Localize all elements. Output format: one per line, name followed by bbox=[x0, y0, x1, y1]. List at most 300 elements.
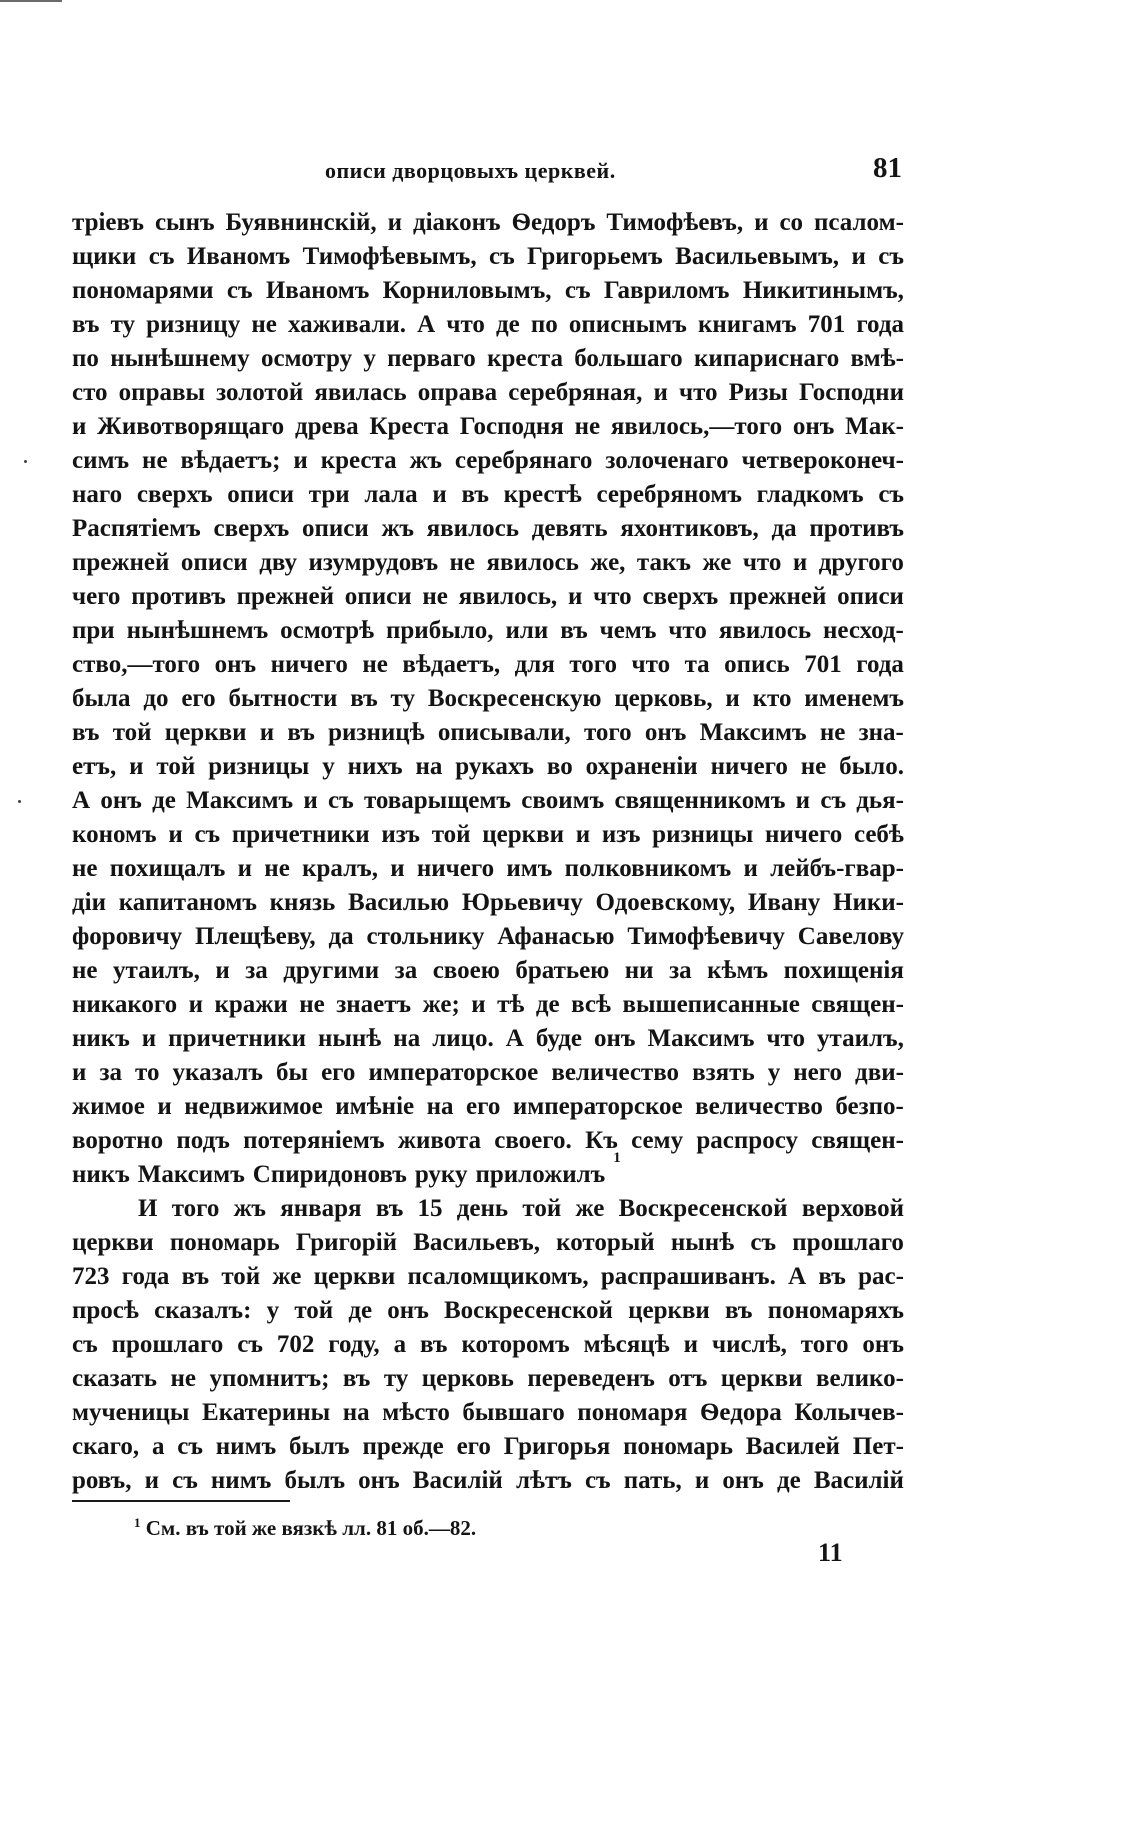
word: онъ bbox=[644, 719, 687, 746]
word: жимое bbox=[72, 1093, 145, 1120]
word: въ bbox=[72, 311, 100, 338]
word: императорское bbox=[368, 1059, 539, 1086]
word: и bbox=[653, 379, 668, 406]
word: чего bbox=[72, 583, 121, 610]
text-line bbox=[72, 1260, 904, 1294]
word: и bbox=[215, 957, 230, 984]
word: той bbox=[431, 821, 471, 848]
word: сверхъ bbox=[642, 583, 719, 610]
text-line bbox=[72, 1396, 904, 1430]
word: никъ bbox=[72, 1025, 130, 1052]
word: съ bbox=[878, 481, 904, 508]
word: Корниловымъ, bbox=[382, 277, 552, 304]
word: явилось bbox=[426, 515, 519, 542]
word: года bbox=[856, 311, 904, 338]
word: руку bbox=[414, 1161, 468, 1188]
word: оправа bbox=[417, 379, 498, 406]
text-line bbox=[72, 852, 904, 886]
body-text bbox=[72, 206, 904, 1498]
word: Максимъ bbox=[186, 787, 294, 814]
word: распрашиванъ. bbox=[600, 1263, 776, 1290]
word: безпо- bbox=[835, 1093, 904, 1120]
word: своимъ bbox=[521, 787, 605, 814]
word: упомнитъ; bbox=[209, 1365, 330, 1392]
word: съ bbox=[878, 243, 904, 270]
footnote-text: См. въ той же вязкѣ лл. 81 об.—82. bbox=[145, 1516, 477, 1540]
word: онъ bbox=[100, 787, 142, 814]
text-line bbox=[72, 1328, 904, 1362]
word: бы bbox=[276, 1059, 309, 1086]
word: за bbox=[99, 1059, 122, 1086]
word: и bbox=[694, 1467, 710, 1494]
word: живота bbox=[397, 1127, 481, 1154]
word: серебряномъ bbox=[596, 481, 742, 508]
word: сынъ bbox=[154, 209, 215, 236]
word: него bbox=[793, 1059, 842, 1086]
text-line bbox=[72, 648, 904, 682]
word: серебрянаго bbox=[454, 447, 593, 474]
word: книгамъ bbox=[697, 311, 797, 338]
text-line bbox=[72, 1056, 904, 1090]
word: не bbox=[264, 855, 290, 882]
word: не bbox=[299, 991, 325, 1018]
word: въ bbox=[725, 1297, 753, 1324]
word: вѣдаетъ; bbox=[180, 447, 281, 474]
word: мученицы bbox=[72, 1399, 190, 1426]
word: бывшаго bbox=[462, 1399, 565, 1426]
word: за bbox=[669, 957, 692, 984]
word: день bbox=[456, 1195, 509, 1222]
word: церкви bbox=[72, 1229, 154, 1256]
word: церкви bbox=[628, 1297, 710, 1324]
word: и bbox=[303, 787, 318, 814]
word: явилось, bbox=[458, 583, 558, 610]
word: опись bbox=[724, 651, 790, 678]
word: явилось bbox=[486, 549, 579, 576]
word: причетники bbox=[168, 1025, 306, 1052]
word: который bbox=[556, 1229, 655, 1256]
word: Ивану bbox=[747, 889, 821, 916]
word: скаго, bbox=[72, 1433, 140, 1460]
word: въ bbox=[461, 481, 489, 508]
word: его bbox=[456, 1433, 491, 1460]
word: въ bbox=[420, 1331, 448, 1358]
word: до bbox=[143, 685, 169, 712]
word: съ bbox=[172, 1467, 198, 1494]
word: похищенія bbox=[783, 957, 904, 984]
word: своею bbox=[432, 957, 500, 984]
word: Екатерины bbox=[202, 1399, 331, 1426]
word: описи bbox=[837, 583, 904, 610]
word: Никитинымъ, bbox=[742, 277, 904, 304]
word: подъ bbox=[176, 1127, 230, 1154]
word: Воскресенской bbox=[618, 1195, 788, 1222]
word: описи bbox=[227, 481, 295, 508]
word: же bbox=[702, 549, 732, 576]
word: за bbox=[394, 957, 418, 984]
word: въ bbox=[181, 1263, 210, 1290]
word: ризницу bbox=[146, 311, 241, 338]
word: съ bbox=[584, 1467, 611, 1494]
word: съ bbox=[72, 1331, 98, 1358]
word: противъ bbox=[809, 515, 904, 542]
word: на bbox=[393, 1025, 421, 1052]
word: просѣ bbox=[72, 1297, 139, 1324]
text-line bbox=[72, 444, 904, 478]
word: во bbox=[546, 753, 573, 780]
word: прибыло, bbox=[386, 617, 494, 644]
word: Господня bbox=[459, 413, 564, 440]
word: въ bbox=[818, 1263, 846, 1290]
word: въ bbox=[72, 719, 100, 746]
word: стольнику bbox=[366, 923, 485, 950]
word: четвероконеч- bbox=[741, 447, 904, 474]
word: гладкомъ bbox=[756, 481, 864, 508]
word: именемъ bbox=[804, 685, 904, 712]
word: описи bbox=[344, 583, 412, 610]
text-line bbox=[72, 784, 904, 818]
footnote bbox=[134, 1516, 476, 1541]
word: съ bbox=[194, 821, 221, 848]
word: Мак- bbox=[845, 413, 904, 440]
word: того bbox=[800, 1331, 849, 1358]
word: кралъ, bbox=[302, 855, 378, 882]
word: и bbox=[792, 549, 808, 576]
word: онъ bbox=[594, 1025, 636, 1052]
word: и bbox=[575, 821, 591, 848]
word: девять bbox=[531, 515, 608, 542]
word: явилось,—того bbox=[610, 413, 783, 440]
word: описи bbox=[301, 515, 369, 542]
word: оправы bbox=[118, 379, 205, 406]
word: съ bbox=[226, 277, 253, 304]
word: противъ bbox=[131, 583, 226, 610]
word: кѣмъ bbox=[707, 957, 769, 984]
word: священникомъ bbox=[614, 787, 786, 814]
word: ство,—того bbox=[72, 651, 201, 678]
word: Григорій bbox=[295, 1229, 398, 1256]
running-title: описи дворцовыхъ церквей. bbox=[325, 158, 616, 183]
word: симъ bbox=[72, 447, 130, 474]
word: Воскресенской bbox=[443, 1297, 613, 1324]
word: съ bbox=[820, 787, 847, 814]
word: и bbox=[471, 991, 486, 1018]
text-line bbox=[72, 1464, 904, 1498]
word: священ- bbox=[811, 1127, 904, 1154]
word: такъ bbox=[636, 549, 691, 576]
word: и bbox=[293, 447, 308, 474]
word: года bbox=[856, 651, 904, 678]
footnote-reference: 1 bbox=[613, 1150, 621, 1166]
word: яхонтиковъ, bbox=[620, 515, 759, 542]
word: кипариснаго bbox=[693, 345, 840, 372]
word: лицо. bbox=[432, 1025, 494, 1052]
word: величество bbox=[695, 1093, 823, 1120]
word: взять bbox=[692, 1059, 755, 1086]
word: той bbox=[112, 719, 152, 746]
word: жъ bbox=[409, 447, 442, 474]
text-line bbox=[72, 818, 904, 852]
word: Василій bbox=[813, 1467, 904, 1494]
word: полковникомъ bbox=[564, 855, 732, 882]
word: осмотрѣ bbox=[280, 617, 375, 644]
word: описнымъ bbox=[568, 311, 687, 338]
word: а bbox=[151, 1433, 165, 1460]
word: за bbox=[245, 957, 268, 984]
word: ту bbox=[110, 311, 136, 338]
word: де bbox=[496, 311, 520, 338]
word: діи bbox=[72, 889, 106, 916]
text-line bbox=[72, 206, 904, 240]
word: у bbox=[767, 1059, 781, 1086]
word: священ- bbox=[811, 991, 904, 1018]
word: Креста bbox=[369, 413, 449, 440]
word: вѣдаетъ, bbox=[402, 651, 501, 678]
word: же bbox=[272, 1263, 302, 1290]
text-line bbox=[72, 410, 904, 444]
word: Ники- bbox=[833, 889, 904, 916]
word: наго bbox=[72, 481, 123, 508]
word: мѣсяцѣ bbox=[583, 1331, 670, 1358]
word: дья- bbox=[856, 787, 904, 814]
word: имѣніе bbox=[335, 1093, 415, 1120]
text-line bbox=[72, 580, 904, 614]
word: не bbox=[251, 311, 277, 338]
word: лейбъ-гвар- bbox=[770, 855, 904, 882]
word: онъ bbox=[862, 1331, 904, 1358]
word: въ bbox=[350, 685, 378, 712]
word: что bbox=[668, 617, 707, 644]
word: переведенъ bbox=[527, 1365, 655, 1392]
word: ту bbox=[390, 685, 415, 712]
word: Одоевскому, bbox=[595, 889, 736, 916]
word: товарыщемъ bbox=[363, 787, 512, 814]
text-line bbox=[72, 988, 904, 1022]
word: и bbox=[851, 243, 866, 270]
word: сему bbox=[631, 1127, 684, 1154]
word: тѣ bbox=[497, 991, 525, 1018]
scan-edge-mark bbox=[0, 0, 62, 2]
word: церкви bbox=[482, 821, 564, 848]
text-line bbox=[72, 920, 904, 954]
margin-speck bbox=[24, 460, 27, 463]
word: другими bbox=[283, 957, 380, 984]
word: жъ bbox=[233, 1195, 266, 1222]
word: сверхъ bbox=[136, 481, 213, 508]
text-line bbox=[72, 342, 904, 376]
word: бытности bbox=[228, 685, 338, 712]
word: нынѣшнемъ bbox=[126, 617, 269, 644]
word: нынѣ bbox=[670, 1229, 735, 1256]
word: и bbox=[72, 1059, 87, 1086]
word: несход- bbox=[823, 617, 904, 644]
word: похищалъ bbox=[109, 855, 226, 882]
word: верховой bbox=[801, 1195, 904, 1222]
word: прошлаго bbox=[111, 1331, 224, 1358]
word: Тимофѣевичу bbox=[627, 923, 785, 950]
word: сказать bbox=[72, 1365, 158, 1392]
word: древа bbox=[294, 413, 359, 440]
word: и bbox=[795, 787, 811, 814]
text-line bbox=[72, 512, 904, 546]
footnote-rule bbox=[72, 1500, 290, 1502]
word: пономарь bbox=[623, 1433, 733, 1460]
word: другого bbox=[818, 549, 904, 576]
word: тріевъ bbox=[72, 209, 144, 236]
word: по bbox=[72, 345, 99, 372]
text-line bbox=[72, 716, 904, 750]
word: Господни bbox=[799, 379, 904, 406]
word: церкви bbox=[164, 719, 247, 746]
word: того bbox=[171, 1195, 220, 1222]
word: Ѳедора bbox=[699, 1399, 782, 1426]
word: Иваномъ bbox=[186, 243, 291, 270]
word: А bbox=[72, 787, 91, 814]
word: етъ, bbox=[72, 753, 117, 780]
word: кто bbox=[752, 685, 792, 712]
word: никъ bbox=[72, 1161, 130, 1188]
word: той bbox=[294, 1297, 334, 1324]
word: Максимъ bbox=[699, 719, 807, 746]
text-line bbox=[72, 240, 904, 274]
word: онъ bbox=[387, 1297, 429, 1324]
word: въ bbox=[342, 1365, 371, 1392]
word: величество bbox=[551, 1059, 680, 1086]
word: Василей bbox=[745, 1433, 840, 1460]
word: Григорьемъ bbox=[527, 243, 663, 270]
word: не bbox=[72, 855, 98, 882]
word: три bbox=[308, 481, 350, 508]
word: зна- bbox=[858, 719, 904, 746]
word: сказалъ: bbox=[154, 1297, 252, 1324]
word: жъ bbox=[381, 515, 414, 542]
text-line bbox=[72, 614, 904, 648]
word: же; bbox=[422, 991, 460, 1018]
word: діаконъ bbox=[412, 209, 501, 236]
word: ничего bbox=[764, 821, 843, 848]
word: нимъ bbox=[210, 1467, 272, 1494]
word: та bbox=[684, 651, 710, 678]
word: января bbox=[280, 1195, 362, 1222]
word: Къ bbox=[585, 1127, 618, 1154]
word: съ bbox=[177, 1433, 203, 1460]
word: церковь bbox=[421, 1365, 514, 1392]
word: и bbox=[72, 413, 87, 440]
word: ничего bbox=[416, 855, 495, 882]
word: и bbox=[237, 855, 253, 882]
word: А bbox=[788, 1263, 807, 1290]
word: прежней bbox=[236, 583, 335, 610]
word: съ bbox=[328, 787, 354, 814]
word: Василій bbox=[412, 1467, 503, 1494]
word: братьею bbox=[515, 957, 610, 984]
word: Буявнинскій, bbox=[225, 209, 377, 236]
word: на bbox=[415, 753, 443, 780]
word: онъ bbox=[358, 1467, 400, 1494]
word: чемъ bbox=[599, 617, 657, 644]
word: дви- bbox=[855, 1059, 904, 1086]
word: де bbox=[776, 1467, 801, 1494]
word: и bbox=[259, 719, 275, 746]
word: и bbox=[432, 481, 447, 508]
word: изъ bbox=[601, 821, 641, 848]
word: дву bbox=[259, 549, 297, 576]
word: ни bbox=[624, 957, 654, 984]
word: золоченаго bbox=[605, 447, 729, 474]
word: щики bbox=[72, 243, 137, 270]
word: не bbox=[362, 651, 388, 678]
word: Распятіемъ bbox=[72, 515, 201, 542]
word: лѣтъ bbox=[515, 1467, 572, 1494]
word: была bbox=[72, 685, 131, 712]
word: кражи bbox=[214, 991, 288, 1018]
word: ровъ, bbox=[72, 1467, 132, 1494]
word: 701 bbox=[804, 651, 842, 678]
word: отъ bbox=[668, 1365, 708, 1392]
word: де bbox=[535, 991, 560, 1018]
word: пономаряхъ bbox=[767, 1297, 904, 1324]
word: церковь, bbox=[614, 685, 713, 712]
word: Животворящаго bbox=[97, 413, 285, 440]
word: описывали, bbox=[437, 719, 571, 746]
word: явилась bbox=[314, 379, 407, 406]
word: при bbox=[72, 617, 115, 644]
word: велико- bbox=[815, 1365, 904, 1392]
word: себѣ bbox=[853, 821, 904, 848]
word: большаго bbox=[574, 345, 683, 372]
text-line bbox=[72, 682, 904, 716]
word: Плещѣеву, bbox=[194, 923, 316, 950]
text-line bbox=[72, 1124, 904, 1158]
word: со bbox=[779, 209, 804, 236]
text-line bbox=[72, 274, 904, 308]
word: того bbox=[583, 719, 632, 746]
word: потеряніемъ bbox=[243, 1127, 385, 1154]
word: и bbox=[743, 855, 758, 882]
word: ризницы bbox=[208, 753, 310, 780]
word: нимъ bbox=[215, 1433, 277, 1460]
word: всѣ bbox=[571, 991, 611, 1018]
word: Афанасью bbox=[497, 923, 615, 950]
word: кономъ bbox=[72, 821, 157, 848]
word: да bbox=[328, 923, 354, 950]
word: Юрьевичу bbox=[461, 889, 583, 916]
word: вмѣ- bbox=[850, 345, 904, 372]
word: не bbox=[449, 549, 476, 576]
word: что bbox=[678, 379, 718, 406]
word: былъ bbox=[284, 1467, 346, 1494]
word: у bbox=[363, 345, 376, 372]
word: же bbox=[575, 1195, 605, 1222]
word: для bbox=[514, 651, 555, 678]
word: не bbox=[574, 413, 601, 440]
word: году, bbox=[328, 1331, 380, 1358]
word: и bbox=[168, 821, 183, 848]
text-line bbox=[72, 1294, 904, 1328]
word: недвижимое bbox=[184, 1093, 323, 1120]
word: А bbox=[505, 1025, 524, 1052]
footnote-marker: 1 bbox=[134, 1515, 141, 1530]
word: не bbox=[142, 447, 168, 474]
word: рас- bbox=[858, 1263, 904, 1290]
word: и bbox=[390, 855, 405, 882]
word: изумрудовъ bbox=[308, 549, 439, 576]
word: пать, bbox=[623, 1467, 682, 1494]
word: у bbox=[266, 1297, 280, 1324]
text-line bbox=[72, 308, 904, 342]
word: 702 bbox=[276, 1331, 315, 1358]
word: причетники bbox=[231, 821, 370, 848]
